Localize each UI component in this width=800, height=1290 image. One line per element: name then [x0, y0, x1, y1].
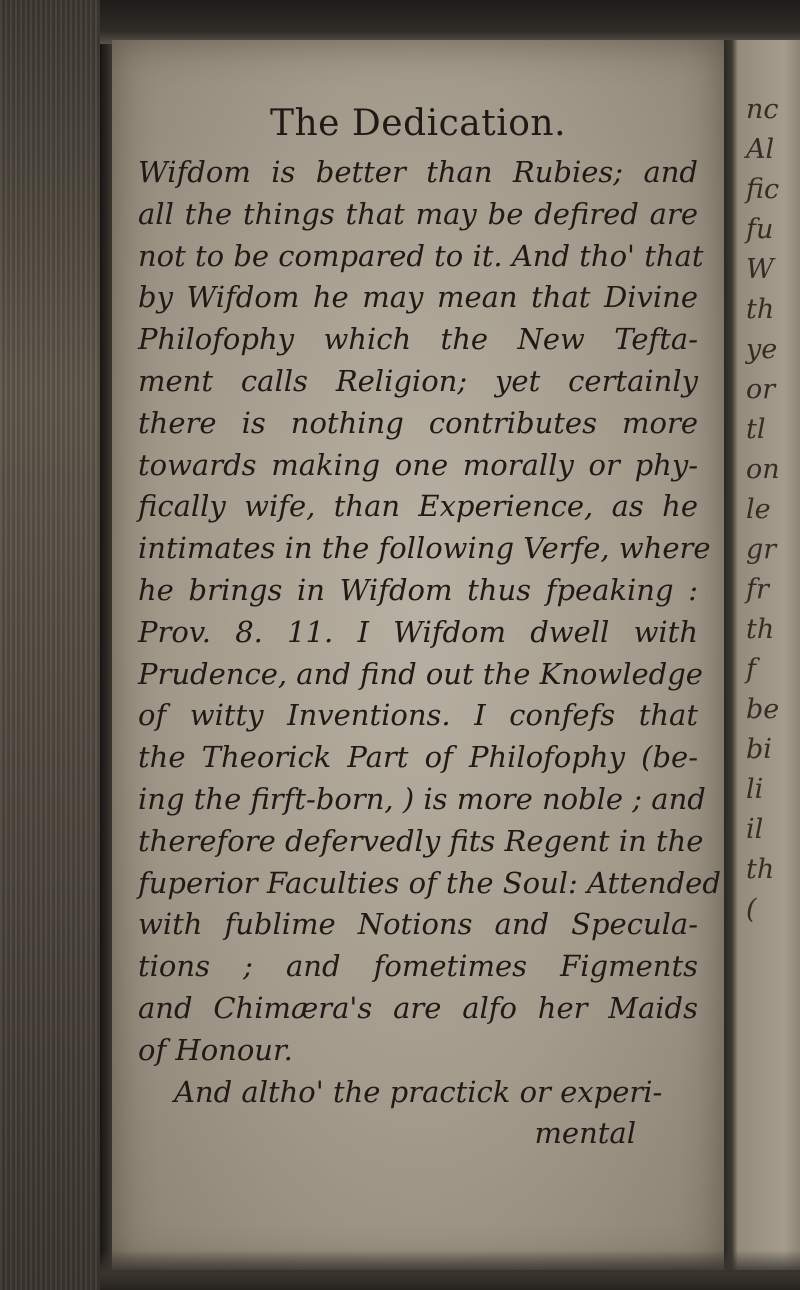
book-edge-bottom: [100, 1250, 800, 1290]
adjacent-page-fragment: f: [746, 654, 756, 685]
text-line: all the things that may be defired are: [138, 196, 698, 231]
text-line: ment calls Religion; yet certainly: [138, 363, 698, 398]
text-line: and Chimæra's are alfo her Maids: [138, 990, 698, 1025]
book-edge-left: [0, 0, 100, 1290]
adjacent-page-fragment: or: [746, 374, 776, 405]
text-line: not to be compared to it. And tho' that: [138, 238, 704, 273]
adjacent-page-fragment: il: [746, 814, 764, 845]
page-heading: The Dedication.: [269, 103, 567, 144]
adjacent-page-fragment: fu: [746, 214, 774, 245]
catchword: mental: [534, 1116, 636, 1151]
adjacent-page-fragment: (: [746, 894, 757, 925]
adjacent-page-fragment: li: [746, 774, 764, 805]
text-line: tions ; and fometimes Figments: [138, 949, 698, 984]
text-line: of Honour.: [138, 1032, 293, 1067]
text-line: Prudence, and find out the Knowledge: [138, 656, 703, 691]
adjacent-page-fragment: gr: [746, 534, 777, 565]
adjacent-page-fragment: tl: [746, 414, 766, 445]
text-line: And altho' the practick or experi-: [174, 1074, 663, 1109]
text-line: of witty Inventions. I confefs that: [138, 698, 698, 733]
adjacent-page-fragment: fr: [746, 574, 769, 605]
text-line: fically wife, than Experience, as he: [138, 489, 698, 524]
adjacent-page-fragment: ye: [746, 334, 778, 365]
book-gutter: [100, 0, 112, 1290]
text-line: ing the firft-born, ) is more noble ; and: [138, 781, 706, 816]
text-line: Philofophy which the New Tefta-: [138, 322, 698, 357]
adjacent-page-fragment: on: [746, 454, 780, 485]
text-line: intimates in the following Verfe, where: [138, 531, 711, 566]
adjacent-page-fragments: [746, 90, 796, 930]
adjacent-page-strip: [724, 40, 800, 1270]
text-line: by Wifdom he may mean that Divine: [138, 280, 698, 315]
text-line: there is nothing contributes more: [138, 405, 698, 440]
adjacent-page-fragment: W: [746, 254, 774, 285]
adjacent-page-fragment: be: [746, 694, 780, 725]
text-line: therefore defervedly fits Regent in the: [138, 823, 704, 858]
adjacent-page-fragment: Al: [746, 134, 775, 165]
adjacent-page-fragment: bi: [746, 734, 772, 765]
page-text: [138, 100, 721, 1155]
adjacent-page-fragment: th: [746, 294, 775, 325]
text-line: with fublime Notions and Specula-: [138, 907, 698, 942]
text-line: Wifdom is better than Rubies; and: [138, 155, 698, 189]
adjacent-page-fragment: nc: [746, 94, 779, 125]
text-line: towards making one morally or phy-: [138, 447, 698, 482]
text-line: he brings in Wifdom thus fpeaking :: [138, 572, 698, 607]
adjacent-page-fragment: th: [746, 854, 775, 885]
adjacent-page-fragment: le: [746, 494, 771, 525]
text-line: the Theorick Part of Philofophy (be-: [138, 740, 698, 775]
adjacent-page-fragment: fic: [746, 174, 780, 205]
book-edge-top: [100, 0, 800, 44]
text-line: fuperior Faculties of the Soul: Attended: [138, 865, 721, 900]
adjacent-page-fragment: th: [746, 614, 775, 645]
text-line: Prov. 8. 11. I Wifdom dwell with: [138, 614, 698, 649]
